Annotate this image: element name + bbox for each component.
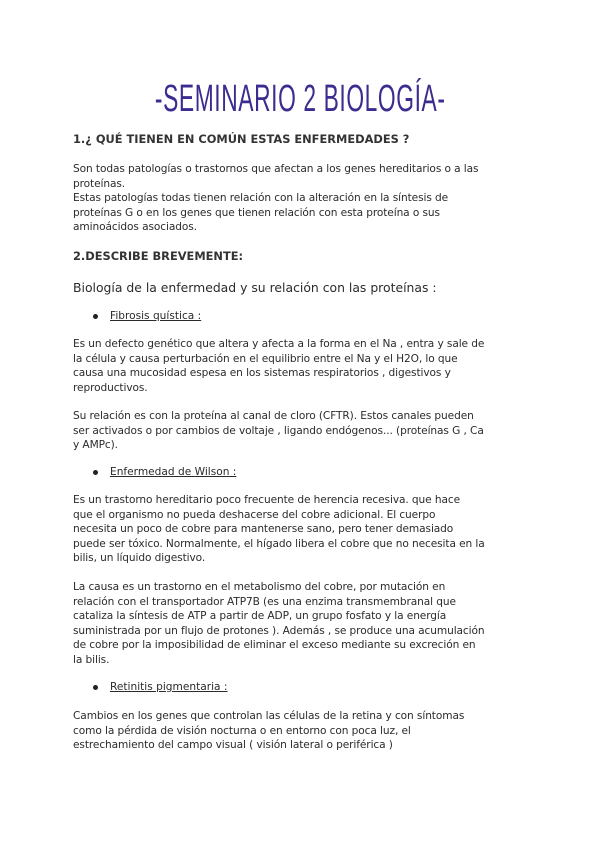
bullet-enfermedad-wilson: Enfermedad de Wilson : (93, 466, 236, 478)
text-line: aminoácidos asociados. (73, 221, 197, 234)
text-line: puede ser tóxico. Normalmente, el hígado libera el cobre que no necesita en la (73, 537, 485, 550)
question-2-heading: 2.DESCRIBE BREVEMENTE: (73, 249, 244, 263)
paragraph (73, 709, 464, 753)
paragraph (73, 580, 485, 668)
question-1-answer (73, 162, 478, 235)
text-line: Es un trastorno hereditario poco frecuente de herencia recesiva. que hace (73, 494, 460, 506)
text-line: la célula y causa perturbación en el equilibrio entre el Na y el H2O, lo que (73, 352, 458, 365)
text-line: bilis, un líquido digestivo. (73, 552, 206, 565)
text-line: proteínas. (73, 177, 126, 190)
question-2-subtitle: Biología de la enfermedad y su relación con las proteínas : (73, 280, 437, 295)
text-line: relación con el transportador ATP7B (es una enzima transmembranal que (73, 595, 456, 608)
paragraph (73, 493, 485, 566)
text-line: La causa es un trastorno en el metabolismo del cobre, por mutación en (73, 581, 446, 593)
text-line: Son todas patologías o trastornos que afectan a los genes hereditarios o a las (73, 163, 479, 175)
text-line: como la pérdida de visión nocturna o en entorno con poca luz, el (73, 724, 411, 737)
paragraph (73, 337, 484, 395)
text-line: de cobre por la imposibilidad de eliminar el exceso mediante su excreción en (73, 639, 476, 652)
bullet-icon (93, 685, 98, 690)
text-line: ser activados o por cambios de voltaje , ligando endógenos... (proteínas G , Ca (73, 424, 484, 437)
text-line: estrechamiento del campo visual ( visión lateral o periférica ) (73, 739, 393, 752)
text-line: necesita un poco de cobre para mantenerse sano, pero tener demasiado (73, 523, 454, 536)
question-1-heading: 1.¿ QUÉ TIENEN EN COMÚN ESTAS ENFERMEDADES ? (73, 132, 410, 146)
text-line: Cambios en los genes que controlan las células de la retina y con síntomas (73, 710, 465, 722)
bullet-icon (93, 314, 98, 319)
text-line: Es un defecto genético que altera y afecta a la forma en el Na , entra y sale de (73, 338, 485, 350)
bullet-fibrosis-quistica: Fibrosis quística : (93, 310, 201, 322)
text-line: proteínas G o en los genes que tienen relación con esta proteína o sus (73, 206, 440, 219)
text-line: la bilis. (73, 653, 110, 666)
text-line: Su relación es con la proteína al canal de cloro (CFTR). Estos canales pueden (73, 410, 474, 422)
text-line: cataliza la síntesis de ATP a partir de ADP, un grupo fosfato y la energía (73, 610, 447, 623)
text-line: reproductivos. (73, 381, 148, 394)
text-line: que el organismo no pueda deshacerse del cobre adicional. El cuerpo (73, 508, 436, 521)
text-line: suministrada por un flujo de protones ). Además , se produce una acumulación (73, 624, 485, 637)
text-line: Estas patologías todas tienen relación con la alteración en la síntesis de (73, 192, 449, 205)
text-line: causa una mucosidad espesa en los sistemas respiratorios , digestivos y (73, 367, 451, 380)
bullet-icon (93, 470, 98, 475)
bullet-retinitis-pigmentaria: Retinitis pigmentaria : (93, 681, 227, 693)
document-title: -SEMINARIO 2 BIOLOGÍA- (154, 78, 446, 120)
text-line: y AMPc). (73, 439, 118, 452)
paragraph (73, 409, 484, 453)
